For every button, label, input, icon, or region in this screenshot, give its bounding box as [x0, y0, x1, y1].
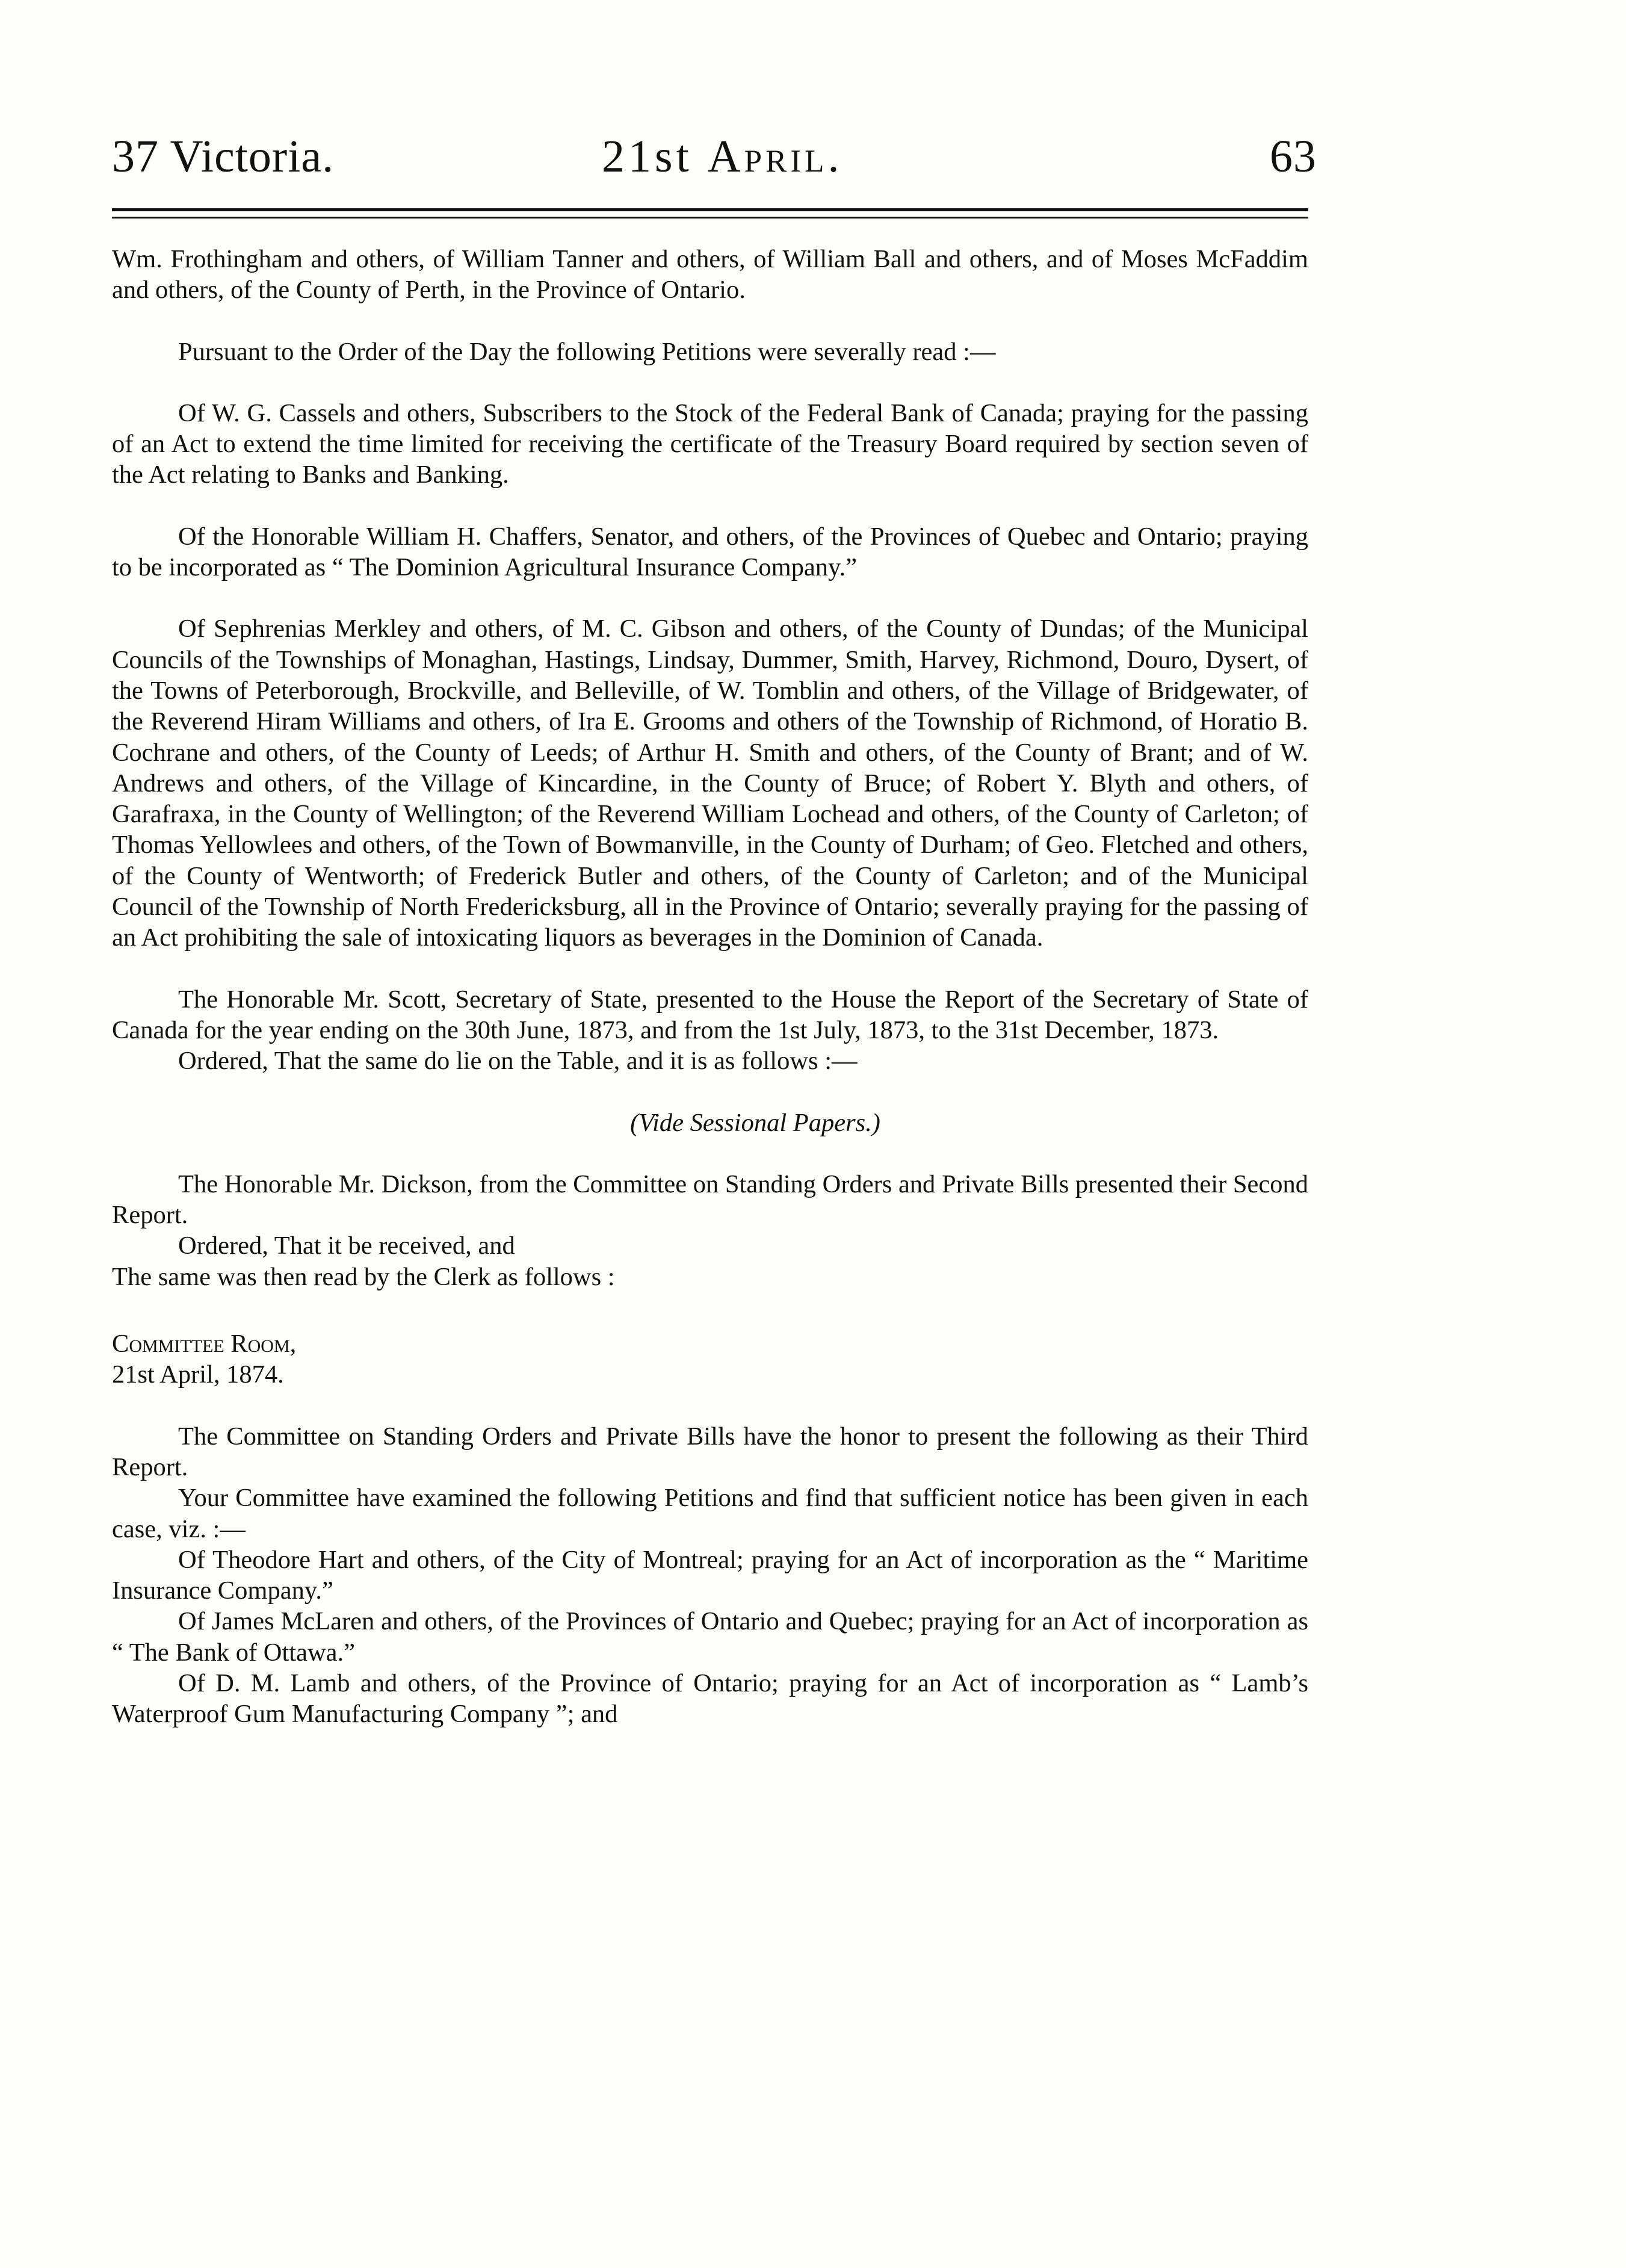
- sessional-papers-note: (Vide Sessional Papers.): [630, 1108, 880, 1137]
- journal-body: [112, 244, 1308, 1730]
- paragraph-ordered-table: Ordered, That the same do lie on the Table, and it is as follows :—: [178, 1047, 858, 1076]
- paragraph-petitions-prohibition: Of Sephrenias Merkley and others, of M. C. Gibson and others, of the County of Dundas; of the Municipal Councils of the Townships of Monaghan, Hastings, Lindsay, Dummer, Smith, Harvey, Richmond, Douro, Dysert, of the Towns of Peterborough, Brockville, and Belleville, of W. Tomblin and others, of the Village of Bridgewater, of the Reverend Hiram Williams and others, of Ira E. Grooms and others of the Township of Richmond, of Horatio B. Cochrane and others, of the County of Leeds; of Arthur H. Smith and others, of the County of Brant; and of W. Andrews and others, of the Village of Kincardine, in the County of Bruce; of Robert Y. Blyth and others, of Garafraxa, in the County of Wellington; of the Reverend William Lochead and others, of the County of Carleton; of Thomas Yellowlees and others, of the Town of Bowmanville, in the County of Durham; of Geo. Fletched and others, of the County of Wentworth; of Frederick Butler and others, of the County of Carleton; and of the Municipal Council of the Township of North Fredericksburg, all in the Province of Ontario; severally praying for the passing of an Act prohibiting the sale of intoxicating liquors as beverages in the Dominion of Canada.: [112, 615, 1308, 952]
- paragraph-ordered-received: Ordered, That it be received, and: [178, 1232, 515, 1260]
- page-number: 63: [1270, 131, 1317, 182]
- paragraph-third-report: The Committee on Standing Orders and Private Bills have the honor to present the following as their Third Report.: [112, 1422, 1308, 1481]
- paragraph-bank-of-ottawa: Of James McLaren and others, of the Provinces of Ontario and Quebec; praying for an Act of incorporation as “ The Bank of Ottawa.”: [112, 1607, 1308, 1667]
- paragraph-maritime-insurance: Of Theodore Hart and others, of the City of Montreal; praying for an Act of incorporation as the “ Maritime Insurance Company.”: [112, 1545, 1308, 1605]
- header-rule-thick: [112, 208, 1308, 211]
- paragraph-lambs-waterproof: Of D. M. Lamb and others, of the Province of Ontario; praying for an Act of incorporation as “ Lamb’s Waterproof Gum Manufacturing Company ”; and: [112, 1668, 1308, 1729]
- paragraph-petition-agricultural-insurance: Of the Honorable William H. Chaffers, Senator, and others, of the Provinces of Quebec and Ontario; praying to be incorporated as “ The Dominion Agricultural Insurance Company.”: [112, 522, 1308, 582]
- committee-room-heading: Committee Room,: [112, 1330, 297, 1359]
- paragraph-dickson-report: The Honorable Mr. Dickson, from the Committee on Standing Orders and Private Bills presented their Second Report.: [112, 1170, 1308, 1230]
- paragraph-read-by-clerk: The same was then read by the Clerk as follows :: [112, 1262, 615, 1291]
- paragraph-secretary-report: The Honorable Mr. Scott, Secretary of State, presented to the House the Report of the Secretary of State of Canada for the year ending on the 30th June, 1873, and from the 1st July, 1873, to the 31st December, 1873.: [112, 985, 1308, 1044]
- running-head-session: 37 Victoria.: [112, 131, 335, 182]
- running-head-month: April.: [707, 131, 843, 182]
- paragraph-petition-federal-bank: Of W. G. Cassels and others, Subscribers to the Stock of the Federal Bank of Canada; praying for the passing of an Act to extend the time limited for receiving the certificate of the Treasury Board required by section seven of the Act relating to Banks and Banking.: [112, 398, 1308, 489]
- header-rule-thin: [112, 217, 1308, 218]
- paragraph-order-of-day: Pursuant to the Order of the Day the following Petitions were severally read :—: [178, 337, 996, 366]
- running-head-date: [602, 126, 842, 187]
- committee-report-date: 21st April, 1874.: [112, 1360, 284, 1389]
- paragraph-petitions-examined: Your Committee have examined the following Petitions and find that sufficient notice has been given in each case, viz. :—: [112, 1484, 1308, 1543]
- paragraph-petitioners-perth: Wm. Frothingham and others, of William Tanner and others, of William Ball and others, and of Moses McFaddim and others, of the County of Perth, in the Province of Ontario.: [112, 245, 1308, 305]
- running-head-day: 21st: [602, 131, 693, 182]
